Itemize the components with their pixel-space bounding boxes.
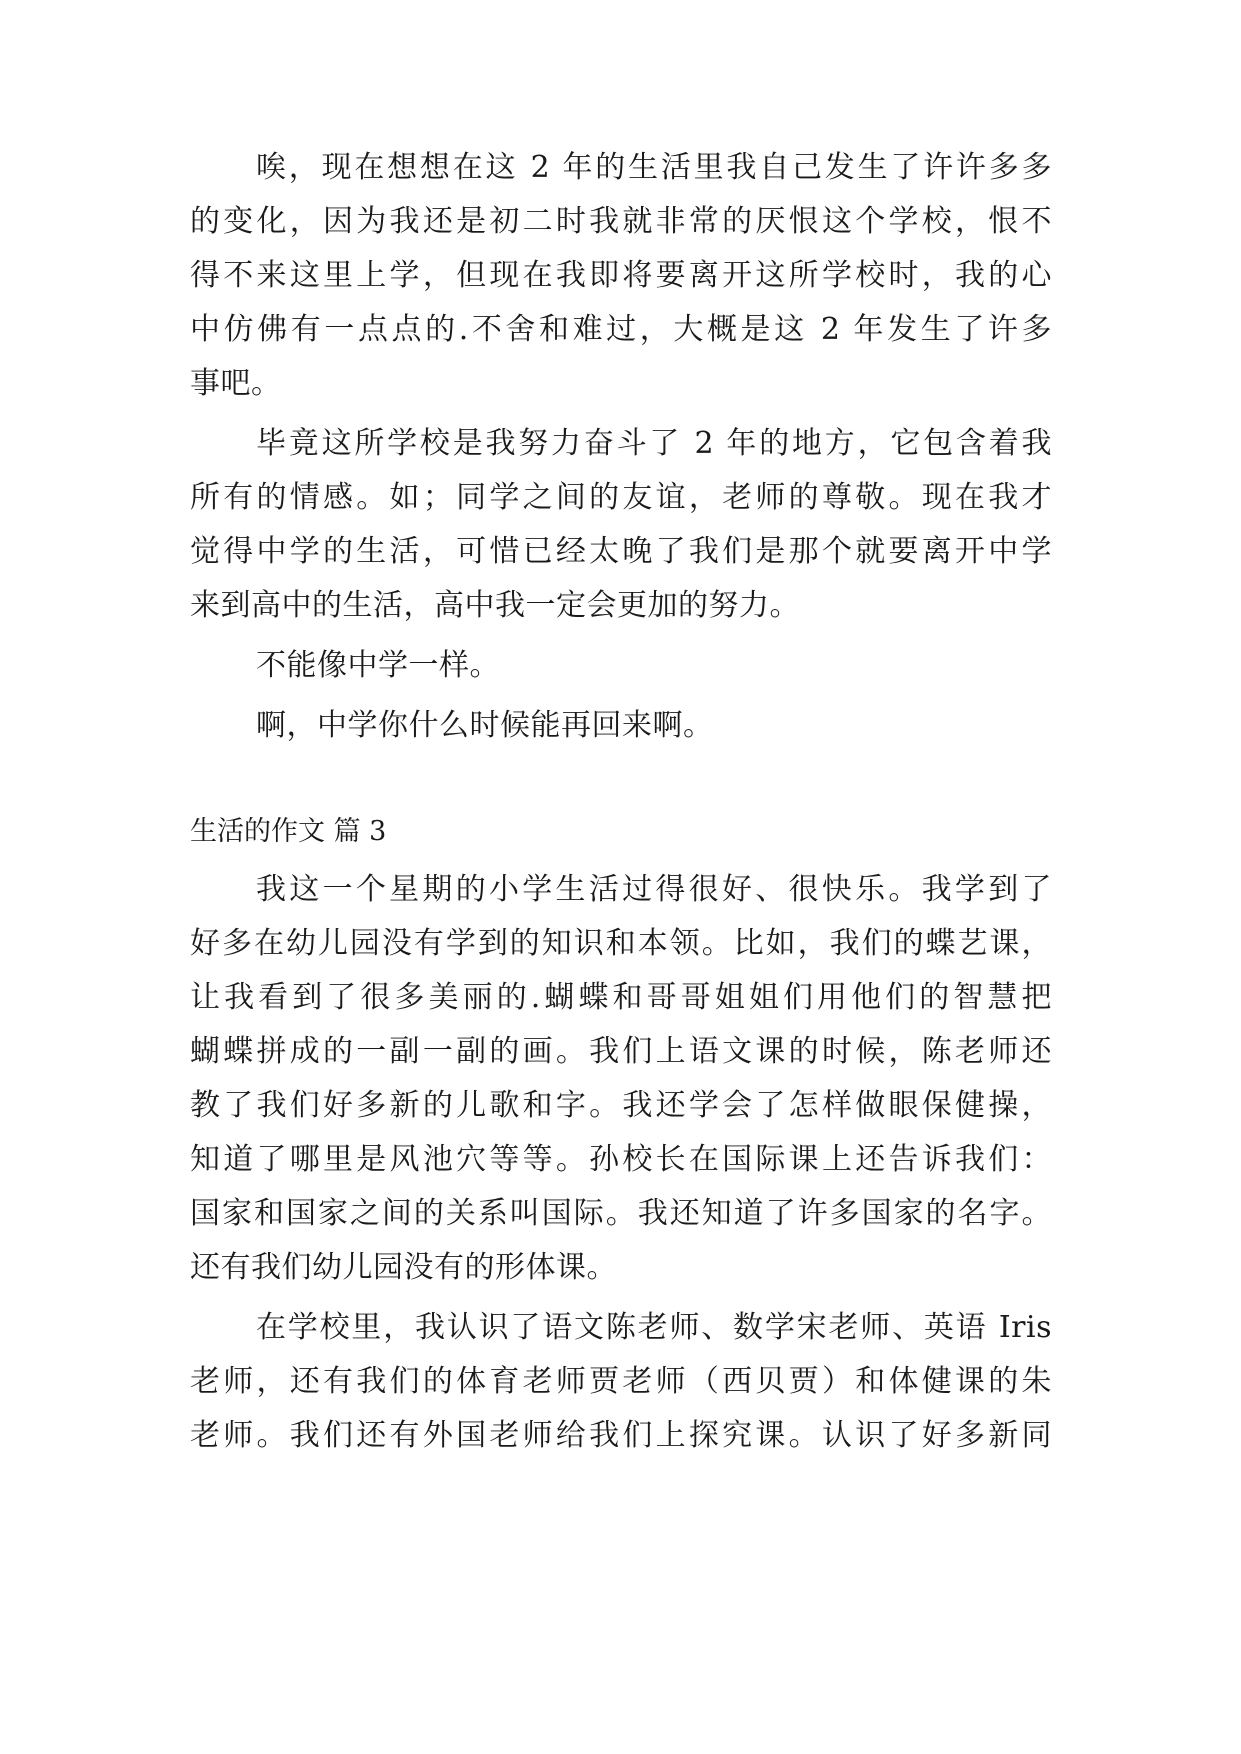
text-line: 所有的情感。如；同学之间的友谊，老师的尊敬。现在我才	[190, 480, 1052, 515]
text-line: 好多在幼儿园没有学到的知识和本领。比如，我们的蝶艺课，	[190, 926, 1052, 961]
text-line: 知道了哪里是风池穴等等。孙校长在国际课上还告诉我们：	[190, 1142, 1052, 1177]
section-heading: 生活的作文 篇 3	[190, 816, 387, 847]
text-line: 还有我们幼儿园没有的形体课。	[190, 1250, 617, 1285]
text-line: 在学校里，我认识了语文陈老师、数学宋老师、英语 Iris	[256, 1310, 1052, 1345]
text-line: 得不来这里上学，但现在我即将要离开这所学校时，我的心	[190, 258, 1052, 293]
text-line: 的变化，因为我还是初二时我就非常的厌恨这个学校，恨不	[190, 204, 1052, 239]
text-line: 中仿佛有一点点的.不舍和难过，大概是这 2 年发生了许多	[190, 312, 1052, 347]
text-line: 蝴蝶拼成的一副一副的画。我们上语文课的时候，陈老师还	[190, 1034, 1052, 1069]
text-line: 老师。我们还有外国老师给我们上探究课。认识了好多新同	[190, 1418, 1052, 1453]
text-line: 老师，还有我们的体育老师贾老师（西贝贾）和体健课的朱	[190, 1364, 1052, 1399]
text-line: 毕竟这所学校是我努力奋斗了 2 年的地方，它包含着我	[256, 426, 1052, 461]
text-line: 事吧。	[190, 366, 282, 401]
text-line: 不能像中学一样。	[256, 648, 500, 683]
text-line: 我这一个星期的小学生活过得很好、很快乐。我学到了	[256, 872, 1052, 907]
text-line: 教了我们好多新的儿歌和字。我还学会了怎样做眼保健操，	[190, 1088, 1052, 1123]
text-line: 让我看到了很多美丽的.蝴蝶和哥哥姐姐们用他们的智慧把	[190, 980, 1052, 1015]
text-line: 啊，中学你什么时候能再回来啊。	[256, 708, 714, 743]
text-line: 来到高中的生活，高中我一定会更加的努力。	[190, 588, 800, 623]
text-line: 唉，现在想想在这 2 年的生活里我自己发生了许许多多	[256, 150, 1052, 185]
text-line: 觉得中学的生活，可惜已经太晚了我们是那个就要离开中学	[190, 534, 1052, 569]
text-line: 国家和国家之间的关系叫国际。我还知道了许多国家的名字。	[190, 1196, 1052, 1231]
